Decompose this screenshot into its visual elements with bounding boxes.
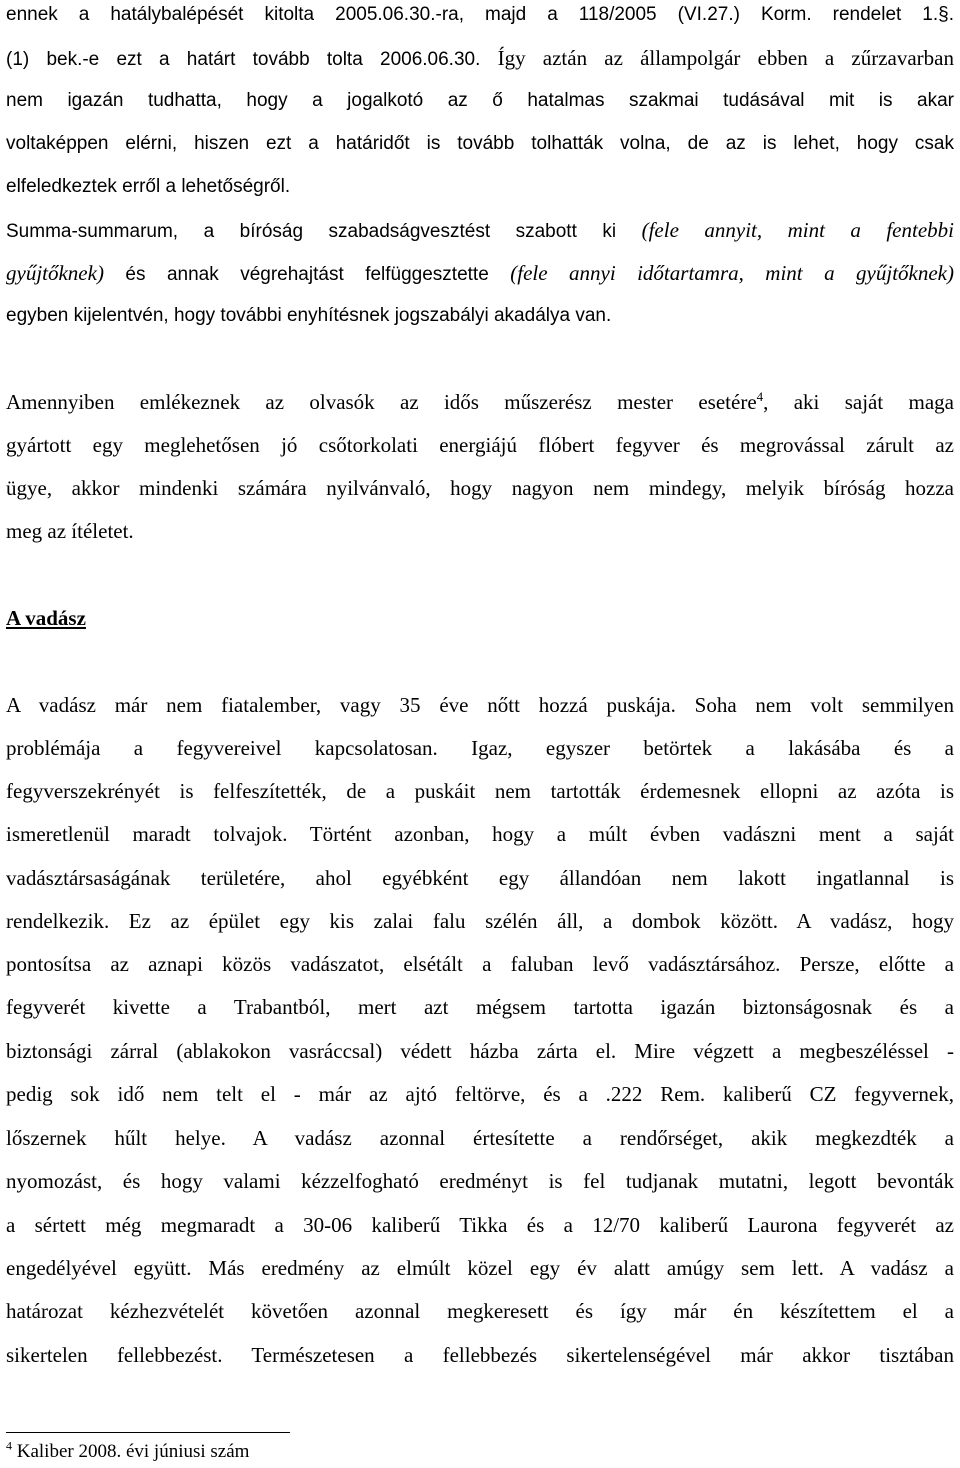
text-line: [6, 216, 954, 244]
text-run: meg az ítéletet.: [6, 519, 134, 543]
footnote: [6, 1438, 249, 1466]
text-run: engedélyével együtt. Más eredmény az elmúlt közel egy év alatt amúgy sem lett. A vadász a: [6, 1256, 954, 1280]
section-heading: [6, 604, 954, 632]
text-line: [6, 474, 954, 502]
footnote-separator: [6, 1432, 290, 1433]
text-run: (fele annyit, mint a fentebbi: [641, 218, 954, 242]
text-run: A vadász már nem fiatalember, vagy 35 éve nőtt hozzá puskája. Soha nem volt semmilyen: [6, 693, 954, 717]
text-run: Amennyiben emlékeznek az olvasók az idős műszerész mester esetére: [6, 390, 757, 414]
text-run: elfeledkeztek erről a lehetőségről.: [6, 176, 291, 197]
text-run: a sértett még megmaradt a 30-06 kaliberű Tikka és a 12/70 kaliberű Laurona fegyverét az: [6, 1213, 954, 1237]
text-line: [6, 431, 954, 459]
text-line: [6, 130, 954, 158]
text-run: ismeretlenül maradt tolvajok. Történt azonban, hogy a múlt évben vadászni ment a saját: [6, 822, 954, 846]
text-run: Summa-summarum, a bíróság szabadságvesztést szabott ki: [6, 221, 642, 242]
text-run: (1) bek.-e ezt a határt tovább tolta 2006.06.30.: [6, 49, 498, 70]
text-run: rendelkezik. Ez az épület egy kis zalai falu szélén áll, a dombok között. A vadász, hogy: [6, 909, 954, 933]
text-run: és annak végrehajtást felfüggesztette: [103, 264, 511, 285]
text-line: [6, 993, 954, 1021]
text-line: [6, 777, 954, 805]
text-line: [6, 1254, 954, 1282]
text-run: egyben kijelentvén, hogy további enyhítésnek jogszabályi akadálya van.: [6, 305, 612, 326]
text-line: [6, 864, 954, 892]
text-run: problémája a fegyvereivel kapcsolatosan. Igaz, egyszer betörtek a lakásába és a: [6, 736, 954, 760]
text-run: pedig sok idő nem telt el - már az ajtó feltörve, és a .222 Rem. kaliberű CZ fegyvernek,: [6, 1082, 954, 1106]
text-run: biztonsági zárral (ablakokon vasráccsal) védett házba zárta el. Mire végzett a megbeszéléssel -: [6, 1039, 954, 1063]
text-line: [6, 1, 954, 29]
text-line: [6, 259, 954, 287]
text-line: [6, 907, 954, 935]
text-line: [6, 87, 954, 115]
text-run: ennek a hatálybalépését kitolta 2005.06.30.-ra, majd a 118/2005 (VI.27.) Korm. rendelet 1.§.: [6, 4, 954, 25]
text-run: lőszernek hűlt helye. A vadász azonnal értesítette a rendőrséget, akik megkezdték a: [6, 1126, 954, 1150]
text-line: [6, 517, 954, 545]
text-run: gyűjtőknek): [6, 261, 104, 285]
text-run: fegyverét kivette a Trabantból, mert azt mégsem tartotta igazán biztonságosnak és a: [6, 995, 954, 1019]
text-run: Így aztán az állampolgár ebben a zűrzavarban: [497, 46, 954, 70]
text-run: fegyverszekrényét is felfeszítették, de a puskáit nem tartották érdemesnek ellopni az azóta is: [6, 779, 954, 803]
text-run: (fele annyi időtartamra, mint a gyűjtőknek): [510, 261, 954, 285]
footnote-reference: 4: [756, 389, 764, 404]
text-line: [6, 1124, 954, 1152]
heading-text: A vadász: [6, 606, 86, 630]
text-run: határozat kézhezvételét követően azonnal megkeresett és így már én készítettem el a: [6, 1299, 954, 1323]
text-line: [6, 1037, 954, 1065]
text-run: pontosítsa az aznapi közös vadászatot, elsétált a faluban levő vadásztársához. Persze, előtte a: [6, 952, 954, 976]
text-line: [6, 44, 954, 72]
text-line: [6, 820, 954, 848]
text-run: , aki saját maga: [763, 390, 954, 414]
footnote-mark: 4: [6, 1438, 12, 1453]
text-line: [6, 1211, 954, 1239]
text-line: [6, 950, 954, 978]
text-run: nem igazán tudhatta, hogy a jogalkotó az ő hatalmas szakmai tudásával mit is akar: [6, 90, 954, 111]
text-line: [6, 388, 954, 416]
text-line: [6, 1167, 954, 1195]
text-line: [6, 734, 954, 762]
footnote-text: Kaliber 2008. évi júniusi szám: [12, 1441, 250, 1462]
text-line: [6, 173, 954, 201]
text-run: gyártott egy meglehetősen jó csőtorkolati energiájú flóbert fegyver és megrovással zárult az: [6, 433, 954, 457]
text-run: sikertelen fellebbezést. Természetesen a fellebbezés sikertelenségével már akkor tisztában: [6, 1343, 954, 1367]
text-run: nyomozást, és hogy valami kézzelfogható eredményt is fel tudjanak mutatni, legott bevonták: [6, 1169, 954, 1193]
text-line: [6, 1297, 954, 1325]
text-line: [6, 302, 954, 330]
text-run: voltaképpen elérni, hiszen ezt a határidőt is tovább tolhatták volna, de az is lehet, hogy csak: [6, 133, 954, 154]
text-line: [6, 1080, 954, 1108]
text-run: vadásztársaságának területére, ahol egyébként egy állandóan nem lakott ingatlannal is: [6, 866, 954, 890]
text-run: ügye, akkor mindenki számára nyilvánvaló, hogy nagyon nem mindegy, melyik bíróság hozza: [6, 476, 954, 500]
text-line: [6, 1341, 954, 1369]
text-line: [6, 691, 954, 719]
